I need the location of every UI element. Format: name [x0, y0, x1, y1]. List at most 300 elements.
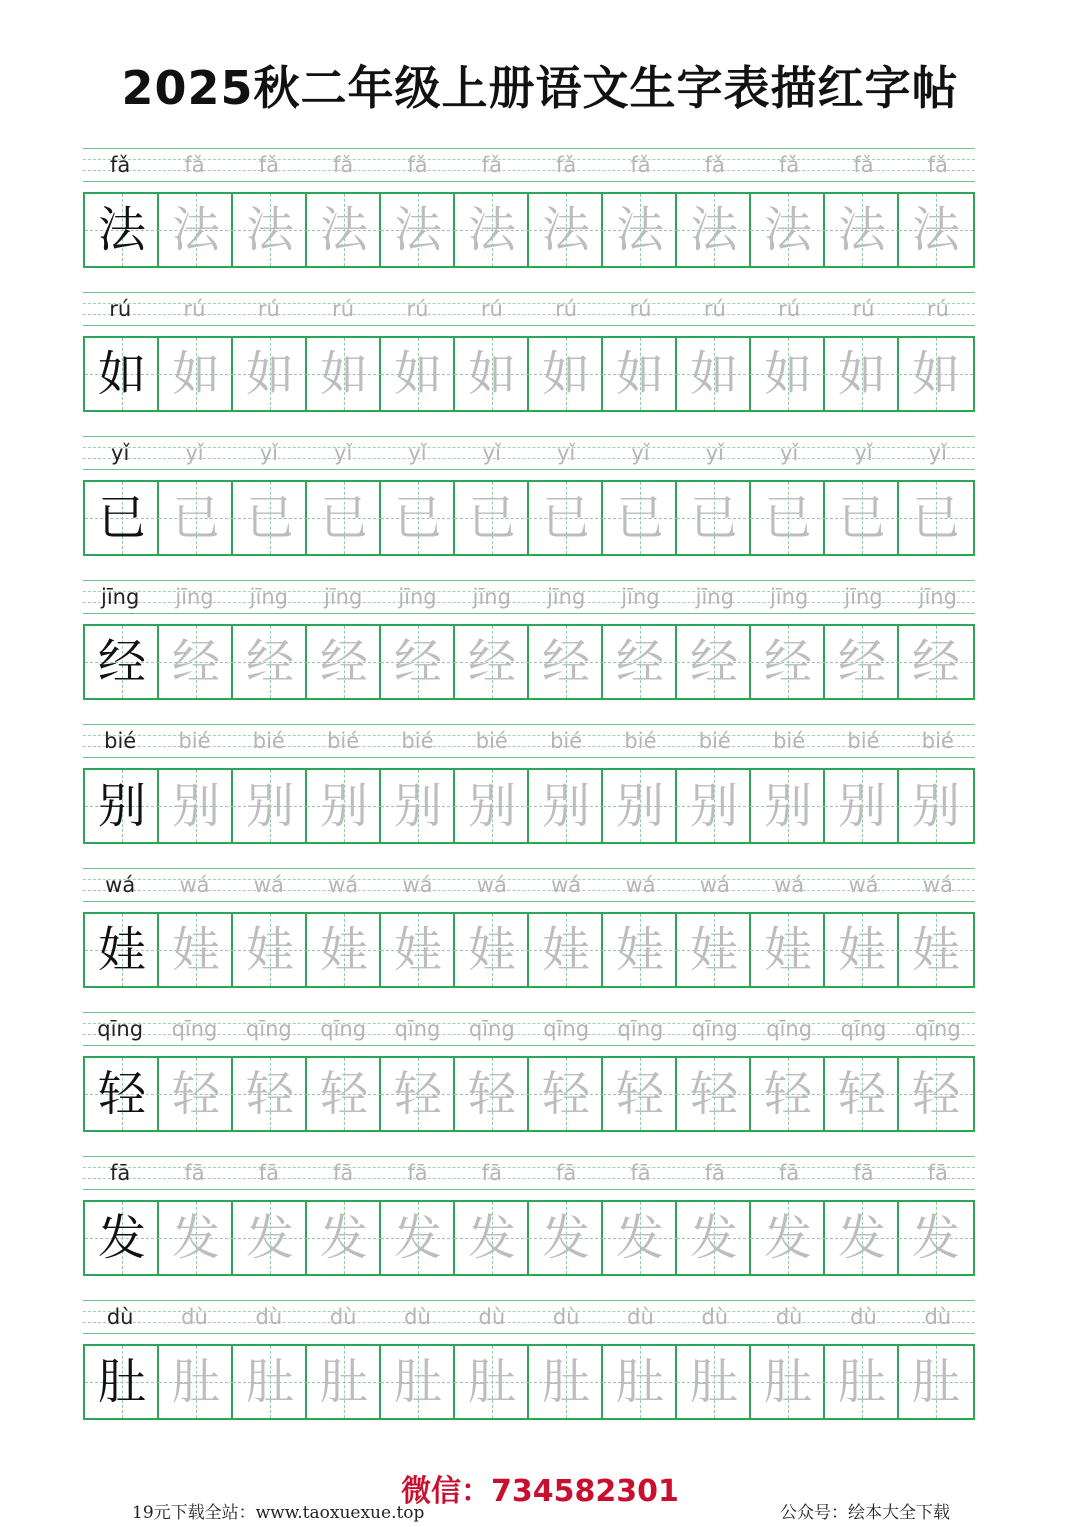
tracing-cell[interactable] [825, 1058, 899, 1130]
pinyin-trace: fā [556, 1161, 577, 1185]
pinyin-model: dù [106, 1305, 134, 1329]
character-grid [83, 1200, 975, 1276]
trace-character: 如 [467, 346, 516, 402]
pinyin-model: fǎ [110, 153, 131, 177]
pinyin-trace: fǎ [853, 153, 874, 177]
trace-character: 轻 [319, 1066, 368, 1122]
trace-character: 如 [541, 346, 590, 402]
pinyin-trace: qīng [840, 1017, 887, 1041]
pinyin-trace: wá [625, 873, 656, 897]
tracing-cell[interactable] [529, 770, 603, 842]
pinyin-trace: yǐ [705, 441, 724, 465]
trace-character: 如 [837, 346, 886, 402]
trace-character: 轻 [171, 1066, 220, 1122]
pinyin-trace: jīng [918, 585, 957, 609]
tracing-cell[interactable] [307, 770, 381, 842]
pinyin-trace: wá [328, 873, 359, 897]
pinyin-trace: yǐ [482, 441, 501, 465]
model-character: 肚 [97, 1354, 146, 1410]
pinyin-trace: qīng [543, 1017, 590, 1041]
tracing-cell[interactable] [529, 338, 603, 410]
tracing-cell[interactable] [603, 1202, 677, 1274]
trace-character: 已 [319, 490, 368, 546]
pinyin-trace: fā [333, 1161, 354, 1185]
tracing-cell[interactable] [825, 194, 899, 266]
tracing-cell[interactable] [603, 482, 677, 554]
model-character: 如 [97, 346, 146, 402]
pinyin-trace: qīng [691, 1017, 738, 1041]
trace-character: 已 [541, 490, 590, 546]
pinyin-trace: fā [258, 1161, 279, 1185]
trace-character: 肚 [467, 1354, 516, 1410]
tracing-cell[interactable] [603, 338, 677, 410]
practice-row [83, 1300, 975, 1420]
pinyin-trace: wá [699, 873, 730, 897]
trace-character: 发 [615, 1210, 664, 1266]
tracing-cell[interactable] [751, 338, 825, 410]
trace-character: 轻 [615, 1066, 664, 1122]
trace-character: 如 [689, 346, 738, 402]
tracing-cell[interactable] [307, 626, 381, 698]
pinyin-trace: yǐ [334, 441, 353, 465]
trace-character: 轻 [911, 1066, 960, 1122]
tracing-cell[interactable] [677, 770, 751, 842]
pinyin-trace: bié [475, 729, 508, 753]
tracing-cell[interactable] [455, 1058, 529, 1130]
pinyin-trace: fā [184, 1161, 205, 1185]
pinyin-model: bié [104, 729, 137, 753]
pinyin-trace: dù [701, 1305, 729, 1329]
pinyin-trace: bié [921, 729, 954, 753]
pinyin-trace: wá [922, 873, 953, 897]
pinyin-trace: bié [327, 729, 360, 753]
trace-character: 经 [911, 634, 960, 690]
trace-character: 如 [245, 346, 294, 402]
trace-character: 别 [393, 778, 442, 834]
pinyin-trace: fā [779, 1161, 800, 1185]
tracing-cell[interactable] [381, 770, 455, 842]
tracing-cell[interactable] [603, 914, 677, 986]
pinyin-band [83, 436, 975, 470]
pinyin-trace: qīng [171, 1017, 218, 1041]
pinyin-trace: qīng [617, 1017, 664, 1041]
tracing-cell[interactable] [233, 338, 307, 410]
tracing-cell[interactable] [677, 338, 751, 410]
tracing-cell[interactable] [159, 482, 233, 554]
trace-character: 法 [319, 202, 368, 258]
trace-character: 娃 [171, 922, 220, 978]
pinyin-trace: qīng [766, 1017, 813, 1041]
trace-character: 如 [393, 346, 442, 402]
tracing-cell[interactable] [751, 1058, 825, 1130]
trace-character: 肚 [171, 1354, 220, 1410]
tracing-cell[interactable] [307, 914, 381, 986]
model-character: 法 [97, 202, 146, 258]
tracing-cell[interactable] [529, 482, 603, 554]
trace-character: 轻 [245, 1066, 294, 1122]
trace-character: 如 [319, 346, 368, 402]
tracing-cell[interactable] [233, 1346, 307, 1418]
pinyin-trace: jīng [175, 585, 214, 609]
trace-character: 如 [763, 346, 812, 402]
character-grid [83, 912, 975, 988]
trace-character: 发 [763, 1210, 812, 1266]
pinyin-trace: yǐ [259, 441, 278, 465]
pinyin-trace: jīng [769, 585, 809, 609]
model-cell [85, 482, 159, 554]
tracing-cell[interactable] [307, 1058, 381, 1130]
pinyin-model: jīng [101, 585, 140, 609]
pinyin-model: rú [109, 297, 132, 321]
practice-row [83, 436, 975, 556]
trace-character: 肚 [911, 1354, 960, 1410]
trace-character: 娃 [615, 922, 664, 978]
character-grid [83, 336, 975, 412]
trace-character: 发 [245, 1210, 294, 1266]
tracing-cell[interactable] [455, 770, 529, 842]
pinyin-trace: jīng [398, 585, 437, 609]
trace-character: 别 [467, 778, 516, 834]
trace-character: 法 [541, 202, 590, 258]
tracing-cell[interactable] [751, 1346, 825, 1418]
tracing-cell[interactable] [677, 1202, 751, 1274]
tracing-cell[interactable] [899, 194, 973, 266]
tracing-cell[interactable] [529, 1346, 603, 1418]
tracing-cell[interactable] [455, 626, 529, 698]
trace-character: 已 [171, 490, 220, 546]
tracing-cell[interactable] [381, 1202, 455, 1274]
tracing-cell[interactable] [455, 914, 529, 986]
pinyin-trace: qīng [468, 1017, 515, 1041]
trace-character: 已 [467, 490, 516, 546]
trace-character: 已 [393, 490, 442, 546]
pinyin-trace: rú [778, 297, 801, 321]
trace-character: 肚 [393, 1354, 442, 1410]
trace-character: 法 [393, 202, 442, 258]
model-cell [85, 338, 159, 410]
tracing-cell[interactable] [529, 914, 603, 986]
tracing-cell[interactable] [899, 626, 973, 698]
practice-row [83, 1012, 975, 1132]
pinyin-trace: rú [406, 297, 429, 321]
trace-character: 别 [911, 778, 960, 834]
pinyin-band [83, 868, 975, 902]
tracing-cell[interactable] [455, 482, 529, 554]
pinyin-trace: dù [850, 1305, 877, 1329]
tracing-cell[interactable] [381, 482, 455, 554]
tracing-cell[interactable] [825, 914, 899, 986]
trace-character: 娃 [763, 922, 812, 978]
tracing-cell[interactable] [159, 626, 233, 698]
pinyin-trace: dù [255, 1305, 283, 1329]
tracing-cell[interactable] [825, 770, 899, 842]
tracing-cell[interactable] [825, 338, 899, 410]
footer-account-text: 公众号：绘本大全下载 [780, 1503, 950, 1523]
pinyin-model: qīng [97, 1017, 144, 1041]
pinyin-trace: wá [848, 873, 879, 897]
pinyin-band [83, 724, 975, 758]
pinyin-trace: fǎ [556, 153, 577, 177]
tracing-cell[interactable] [455, 338, 529, 410]
tracing-cell[interactable] [899, 914, 973, 986]
pinyin-trace: rú [852, 297, 875, 321]
pinyin-band [83, 148, 975, 182]
trace-character: 法 [689, 202, 738, 258]
pinyin-trace: wá [253, 873, 284, 897]
tracing-cell[interactable] [159, 1346, 233, 1418]
tracing-cell[interactable] [899, 338, 973, 410]
tracing-cell[interactable] [529, 1058, 603, 1130]
trace-character: 如 [911, 346, 960, 402]
pinyin-trace: yǐ [631, 441, 650, 465]
trace-character: 肚 [689, 1354, 738, 1410]
trace-character: 法 [763, 202, 812, 258]
tracing-cell[interactable] [751, 626, 825, 698]
trace-character: 肚 [541, 1354, 590, 1410]
pinyin-trace: wá [476, 873, 507, 897]
tracing-cell[interactable] [529, 626, 603, 698]
footer-site-text: 19元下载全站：www.taoxuexue.top [132, 1503, 425, 1523]
pinyin-trace: jīng [621, 585, 660, 609]
tracing-cell[interactable] [603, 770, 677, 842]
tracing-cell[interactable] [677, 482, 751, 554]
tracing-cell[interactable] [899, 1202, 973, 1274]
pinyin-trace: fā [481, 1161, 502, 1185]
pinyin-trace: rú [703, 297, 726, 321]
trace-character: 轻 [837, 1066, 886, 1122]
pinyin-trace: bié [550, 729, 583, 753]
tracing-cell[interactable] [899, 1058, 973, 1130]
trace-character: 肚 [615, 1354, 664, 1410]
pinyin-trace: rú [555, 297, 578, 321]
pinyin-trace: rú [629, 297, 652, 321]
pinyin-trace: dù [478, 1305, 506, 1329]
tracing-cell[interactable] [233, 770, 307, 842]
trace-character: 发 [319, 1210, 368, 1266]
model-cell [85, 1202, 159, 1274]
tracing-cell[interactable] [307, 482, 381, 554]
tracing-cell[interactable] [233, 482, 307, 554]
tracing-cell[interactable] [751, 482, 825, 554]
trace-character: 法 [615, 202, 664, 258]
tracing-cell[interactable] [825, 482, 899, 554]
tracing-cell[interactable] [677, 1346, 751, 1418]
pinyin-trace: fǎ [184, 153, 205, 177]
tracing-cell[interactable] [381, 1346, 455, 1418]
trace-character: 经 [541, 634, 590, 690]
trace-character: 经 [615, 634, 664, 690]
tracing-cell[interactable] [677, 194, 751, 266]
pinyin-trace: bié [624, 729, 657, 753]
tracing-cell[interactable] [233, 626, 307, 698]
pinyin-trace: yǐ [928, 441, 947, 465]
tracing-cell[interactable] [825, 626, 899, 698]
model-character: 经 [97, 634, 146, 690]
trace-character: 轻 [763, 1066, 812, 1122]
tracing-cell[interactable] [307, 194, 381, 266]
pinyin-trace: yǐ [780, 441, 799, 465]
tracing-cell[interactable] [751, 194, 825, 266]
pinyin-trace: jīng [323, 585, 363, 609]
pinyin-trace: fǎ [481, 153, 502, 177]
trace-character: 经 [763, 634, 812, 690]
model-character: 娃 [97, 922, 146, 978]
pinyin-trace: rú [257, 297, 280, 321]
pinyin-trace: wá [179, 873, 210, 897]
pinyin-trace: jīng [844, 585, 883, 609]
pinyin-band [83, 1156, 975, 1190]
pinyin-trace: bié [847, 729, 880, 753]
tracing-cell[interactable] [751, 914, 825, 986]
tracing-cell[interactable] [751, 1202, 825, 1274]
trace-character: 发 [837, 1210, 886, 1266]
tracing-cell[interactable] [307, 1346, 381, 1418]
tracing-cell[interactable] [381, 194, 455, 266]
trace-character: 法 [467, 202, 516, 258]
trace-character: 娃 [911, 922, 960, 978]
trace-character: 娃 [541, 922, 590, 978]
trace-character: 娃 [245, 922, 294, 978]
pinyin-trace: dù [181, 1305, 208, 1329]
pinyin-trace: rú [480, 297, 503, 321]
tracing-cell[interactable] [677, 1058, 751, 1130]
trace-character: 已 [245, 490, 294, 546]
tracing-cell[interactable] [381, 914, 455, 986]
pinyin-trace: dù [552, 1305, 580, 1329]
tracing-cell[interactable] [529, 1202, 603, 1274]
tracing-cell[interactable] [381, 626, 455, 698]
trace-character: 法 [837, 202, 886, 258]
model-cell [85, 626, 159, 698]
tracing-cell[interactable] [381, 1058, 455, 1130]
trace-character: 娃 [319, 922, 368, 978]
tracing-cell[interactable] [233, 914, 307, 986]
character-grid [83, 768, 975, 844]
model-character: 别 [97, 778, 146, 834]
trace-character: 肚 [319, 1354, 368, 1410]
tracing-cell[interactable] [529, 194, 603, 266]
pinyin-trace: fǎ [779, 153, 800, 177]
model-character: 轻 [97, 1066, 146, 1122]
pinyin-trace: fǎ [927, 153, 948, 177]
pinyin-trace: qīng [394, 1017, 441, 1041]
tracing-cell[interactable] [455, 1202, 529, 1274]
trace-character: 如 [615, 346, 664, 402]
practice-row [83, 868, 975, 988]
trace-character: 别 [319, 778, 368, 834]
tracing-cell[interactable] [677, 914, 751, 986]
pinyin-trace: bié [252, 729, 285, 753]
model-character: 已 [97, 490, 146, 546]
trace-character: 轻 [393, 1066, 442, 1122]
pinyin-trace: bié [698, 729, 731, 753]
pinyin-trace: dù [404, 1305, 431, 1329]
tracing-cell[interactable] [899, 770, 973, 842]
pinyin-trace: rú [332, 297, 355, 321]
trace-character: 经 [837, 634, 886, 690]
pinyin-trace: bié [773, 729, 806, 753]
pinyin-trace: rú [926, 297, 949, 321]
tracing-cell[interactable] [233, 1202, 307, 1274]
pinyin-trace: rú [183, 297, 206, 321]
tracing-cell[interactable] [825, 1202, 899, 1274]
tracing-cell[interactable] [677, 626, 751, 698]
tracing-cell[interactable] [381, 338, 455, 410]
trace-character: 经 [245, 634, 294, 690]
trace-character: 经 [689, 634, 738, 690]
tracing-cell[interactable] [307, 1202, 381, 1274]
tracing-cell[interactable] [603, 1346, 677, 1418]
trace-character: 别 [615, 778, 664, 834]
trace-character: 别 [541, 778, 590, 834]
character-grid [83, 480, 975, 556]
pinyin-trace: jīng [695, 585, 734, 609]
pinyin-trace: wá [774, 873, 805, 897]
tracing-cell[interactable] [899, 482, 973, 554]
pinyin-trace: dù [627, 1305, 654, 1329]
tracing-cell[interactable] [159, 770, 233, 842]
tracing-cell[interactable] [159, 1202, 233, 1274]
pinyin-trace: fǎ [630, 153, 651, 177]
character-grid [83, 1056, 975, 1132]
trace-character: 发 [541, 1210, 590, 1266]
practice-row [83, 148, 975, 268]
trace-character: 别 [171, 778, 220, 834]
pinyin-trace: dù [775, 1305, 803, 1329]
pinyin-trace: fā [853, 1161, 874, 1185]
character-grid [83, 1344, 975, 1420]
model-cell [85, 770, 159, 842]
tracing-cell[interactable] [455, 1346, 529, 1418]
tracing-cell[interactable] [233, 194, 307, 266]
tracing-cell[interactable] [307, 338, 381, 410]
pinyin-model: yǐ [111, 441, 130, 465]
pinyin-trace: fǎ [704, 153, 725, 177]
trace-character: 别 [245, 778, 294, 834]
pinyin-trace: fā [704, 1161, 725, 1185]
tracing-cell[interactable] [159, 1058, 233, 1130]
tracing-cell[interactable] [603, 1058, 677, 1130]
tracing-cell[interactable] [455, 194, 529, 266]
tracing-cell[interactable] [159, 338, 233, 410]
practice-row [83, 292, 975, 412]
pinyin-trace: qīng [914, 1017, 961, 1041]
trace-character: 娃 [837, 922, 886, 978]
tracing-cell[interactable] [899, 1346, 973, 1418]
trace-character: 轻 [541, 1066, 590, 1122]
trace-character: 别 [837, 778, 886, 834]
tracing-cell[interactable] [159, 914, 233, 986]
pinyin-trace: yǐ [185, 441, 204, 465]
pinyin-trace: yǐ [557, 441, 576, 465]
trace-character: 发 [393, 1210, 442, 1266]
tracing-cell[interactable] [603, 194, 677, 266]
pinyin-trace: qīng [320, 1017, 367, 1041]
practice-row [83, 580, 975, 700]
trace-character: 肚 [763, 1354, 812, 1410]
tracing-cell[interactable] [751, 770, 825, 842]
trace-character: 发 [911, 1210, 960, 1266]
trace-character: 娃 [689, 922, 738, 978]
trace-character: 别 [763, 778, 812, 834]
pinyin-trace: fǎ [407, 153, 428, 177]
pinyin-trace: yǐ [854, 441, 873, 465]
tracing-cell[interactable] [159, 194, 233, 266]
tracing-cell[interactable] [603, 626, 677, 698]
tracing-cell[interactable] [233, 1058, 307, 1130]
tracing-cell[interactable] [825, 1346, 899, 1418]
model-cell [85, 1058, 159, 1130]
